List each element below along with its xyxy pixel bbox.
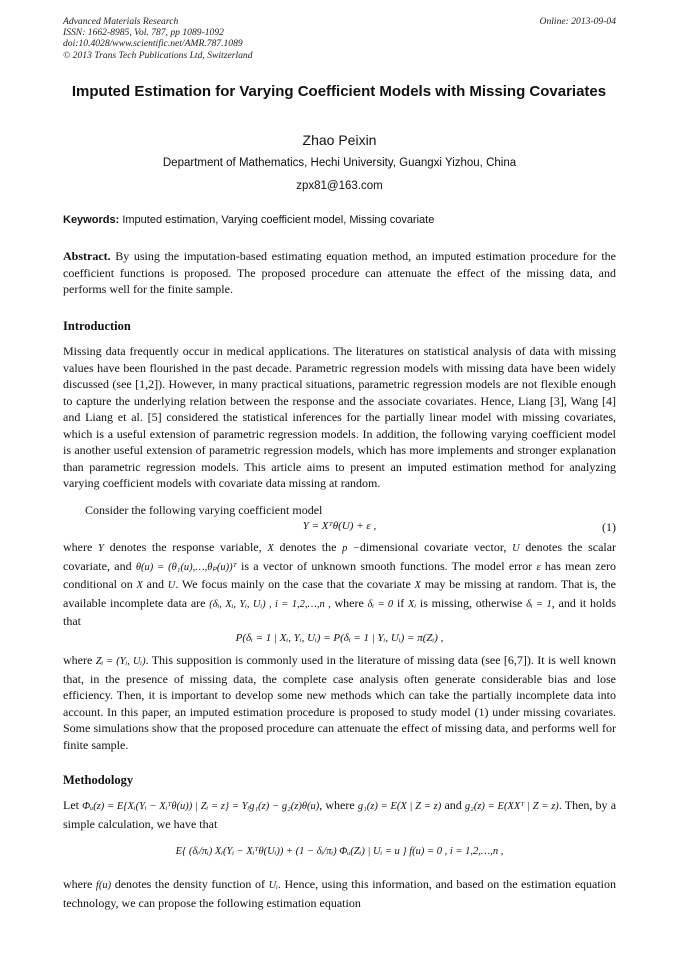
text-fragment: . This supposition is commonly used in the literature of missing data (see [6,7]). It is well known that, in the presence of missing data, the complete case analysis often generate considerable bias and lose efficiency. Then, it is important to develop some new methods which can take the partially incomplete data into account. In this paper, an imputed estimation procedure is proposed to study model (1) under missing covariates. Some simulations show that the proposed procedure can attenuate the effect of missing data, and performs well for finite sample. [63, 653, 616, 752]
math-f: f(u) [95, 880, 112, 891]
abstract [63, 248, 616, 298]
math-phi: Φᵤ(z) = E{Xᵢ(Yᵢ − Xᵢᵀθ(u)) | Zᵢ = z} = Yᵢg₁(z) − g₂(z)θ(u) [82, 801, 320, 812]
math-g1: g₁(z) = E(X | Z = z) [357, 801, 442, 812]
text-fragment: . Hence, using this information, and based on the estimation equation technology, we can propose the following estimation equation [63, 877, 617, 910]
math-X: X [267, 543, 274, 554]
abstract-text: By using the imputation-based estimating equation method, an imputed estimation procedure for the coefficient functions is proposed. The proposed procedure can attenuate the effect of the missing data, and performs well for the finite sample. [63, 249, 617, 296]
math-X: X [414, 580, 421, 591]
doi-line[interactable]: doi:10.4028/www.scientific.net/AMR.787.1089 [63, 38, 243, 50]
paper-title: Imputed Estimation for Varying Coefficient Models with Missing Covariates [71, 83, 607, 100]
methodology-heading: Methodology [63, 773, 134, 787]
copyright-line: © 2013 Trans Tech Publications Ltd, Switzerland [63, 49, 253, 61]
abstract-label: Abstract. [63, 249, 111, 263]
introduction-paragraph-2: Consider the following varying coefficient model [85, 503, 323, 517]
math-delta-zero: δᵢ = 0 [367, 598, 394, 610]
text-fragment: and [146, 577, 164, 591]
math-epsilon: ε [536, 561, 541, 573]
math-p: p − [342, 543, 360, 554]
math-data-tuple: (δᵢ, Xᵢ, Yᵢ, Uᵢ) , i = 1,2,…,n , [209, 598, 331, 610]
text-fragment: dimensional covariate vector, [359, 540, 507, 554]
author-affiliation: Department of Mathematics, Hechi University, Guangxi Yizhou, China [162, 157, 517, 169]
math-Zi: Zᵢ = (Yᵢ, Uᵢ) [95, 656, 146, 667]
issn-line: ISSN: 1662-8985, Vol. 787, pp 1089-1092 [63, 27, 224, 39]
equation-2-body: P(δᵢ = 1 | Xᵢ, Yᵢ, Uᵢ) = P(δᵢ = 1 | Yᵢ, Uᵢ) = π(Zᵢ) , [235, 632, 444, 644]
text-fragment: may be missing at random. That is, the available incomplete data are [63, 577, 617, 610]
journal-header [63, 16, 616, 61]
text-fragment: , where [319, 798, 355, 812]
text-fragment: . We focus mainly on the case that the covariate [175, 577, 411, 591]
introduction-paragraph-4 [63, 652, 616, 753]
equation-3 [63, 846, 616, 857]
math-g2: g₂(z) = E(XXᵀ | Z = z) [464, 801, 559, 812]
online-date: Online: 2013-09-04 [539, 16, 616, 27]
author-email[interactable]: zpx81@163.com [296, 180, 383, 192]
math-X: X [136, 580, 143, 591]
math-theta: θ(u) = (θ₁(u),…,θₚ(u))ᵀ [135, 561, 237, 573]
methodology-paragraph-1 [63, 797, 616, 832]
text-fragment: has mean zero conditional on [63, 558, 617, 591]
keywords [63, 214, 616, 226]
math-Ui: Uᵢ [268, 880, 278, 891]
introduction-paragraph-1: Missing data frequently occur in medical applications. The literatures on statistical analysis of data with missing values have been flourished in the past decade. Parametric regression models with missing data have been widely discussed (see [1,2]). However, in many practical situations, parametric regression models are not flexible enough to capture the underlying relation between the response and the associate covariates. Hence, Liang [3], Wang [4] and Liang et al. [5] considered the statistical inferences for the partially linear model with missing covariates, which is a useful extension of parametric regression models. In addition, the following varying coefficient model is another useful extension of parametric regression models, which has more implements and stronger explanation than parametric regression models. This article aims to present an imputed estimation method for analyzing varying coefficient models with covariate data missing at random. [63, 344, 616, 490]
text-fragment: where [63, 877, 93, 891]
methodology-paragraph-2 [63, 876, 616, 911]
equation-3-body: E{ (δᵢ/πᵢ) Xᵢ(Yᵢ − Xᵢᵀθ(Uᵢ)) + (1 − δᵢ/πᵢ) Φᵤ(Zᵢ) | Uᵢ = u } f(u) = 0 , i = 1,2,…,n , [175, 846, 504, 857]
text-fragment: , and it holds that [63, 595, 616, 628]
math-U: U [167, 580, 176, 591]
text-fragment: where [63, 653, 93, 667]
introduction-heading: Introduction [63, 319, 131, 333]
text-fragment: denotes the [279, 540, 337, 554]
equation-1-body: Y = Xᵀθ(U) + ε , [302, 520, 377, 532]
equation-1-number: (1) [602, 520, 616, 534]
text-fragment: where [334, 595, 364, 610]
text-fragment: is a vector of unknown smooth functions. The model error [241, 558, 533, 573]
text-fragment: denotes the density function of [114, 877, 266, 891]
math-Y: Y [98, 543, 104, 554]
text-fragment: where [63, 540, 93, 554]
journal-name: Advanced Materials Research [63, 16, 179, 27]
text-fragment: and [444, 798, 462, 812]
text-fragment: is missing, otherwise [419, 595, 523, 610]
text-fragment: denotes the response variable, [109, 540, 262, 554]
equation-2 [63, 632, 616, 644]
equation-1 [63, 520, 616, 532]
author-name: Zhao Peixin [302, 132, 377, 148]
math-U: U [512, 543, 520, 554]
text-fragment: Then, by a simple calculation, we have that [63, 798, 617, 831]
keywords-text: Imputed estimation, Varying coefficient model, Missing covariate [122, 214, 435, 226]
text-fragment: denotes the scalar covariate, and [63, 540, 617, 573]
math-Xi: Xᵢ [408, 598, 417, 610]
keywords-label: Keywords: [63, 214, 120, 226]
text-fragment: Let [63, 798, 79, 812]
text-fragment: if [396, 595, 405, 610]
text-fragment: . [558, 798, 562, 812]
introduction-paragraph-3 [63, 539, 616, 630]
math-delta-one: δᵢ = 1 [526, 598, 552, 610]
